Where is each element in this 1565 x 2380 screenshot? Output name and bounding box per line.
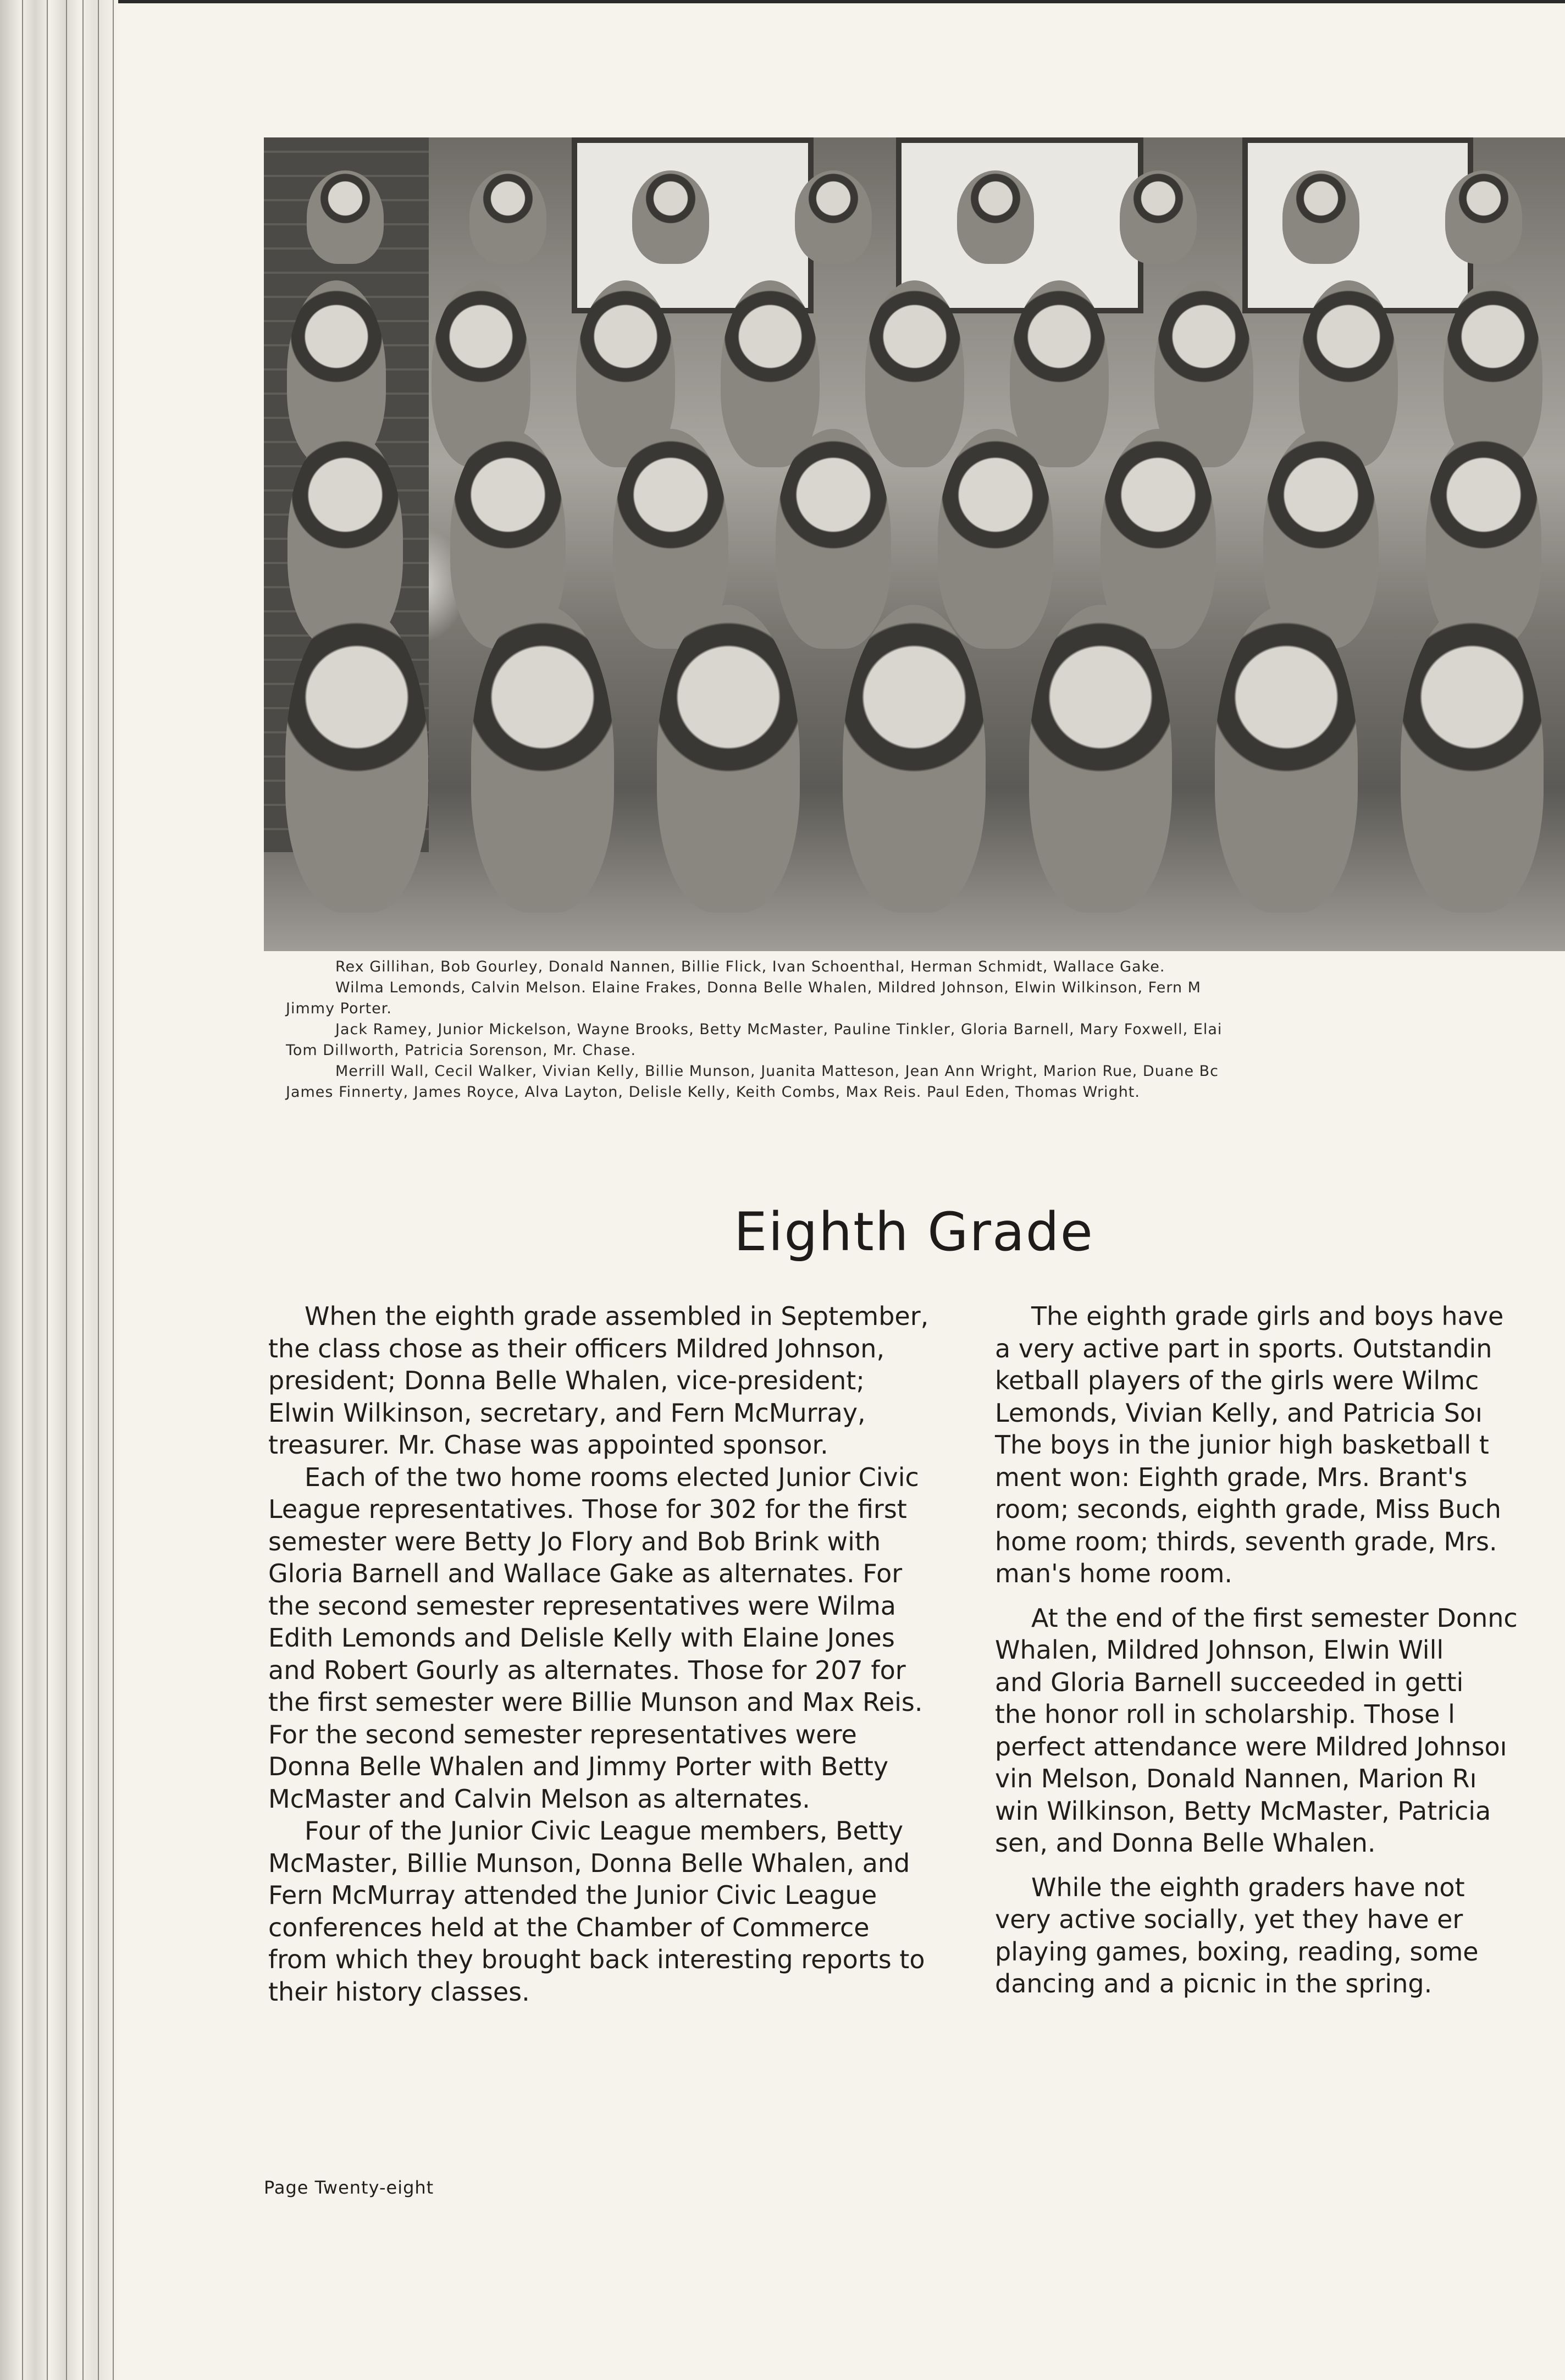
page-number: Page Twenty-eight	[264, 2177, 434, 2198]
caption-line: Wilma Lemonds, Calvin Melson. Elaine Frakes, Donna Belle Whalen, Mildred Johnson, Elwin Wilkinson, Fern M	[335, 979, 1201, 996]
text-line: playing games, boxing, reading, some	[995, 1936, 1479, 1967]
paragraph: When the eighth grade assembled in September, the class chose as their officers Mildred Johnson, president; Donna Belle Whalen, vice-president; Elwin Wilkinson, secretary, and Fern McMurray, treasurer. Mr. Chase was appointed sponsor.	[268, 1301, 929, 1460]
text-line: home room; thirds, seventh grade, Mrs.	[995, 1526, 1497, 1556]
page-title: Eighth Grade	[734, 1201, 1094, 1263]
text-line: and Gloria Barnell succeeded in getti	[995, 1667, 1464, 1697]
class-photo	[264, 137, 1565, 951]
text-line: room; seconds, eighth grade, Miss Buch	[995, 1494, 1501, 1524]
paragraph	[995, 1300, 1565, 1590]
text-line: sen, and Donna Belle Whalen.	[995, 1828, 1376, 1858]
text-line: vin Melson, Donald Nannen, Marion Rı	[995, 1764, 1477, 1793]
text-line: At the end of the first semester Donnc	[1031, 1603, 1518, 1633]
caption-line: Rex Gillihan, Bob Gourley, Donald Nannen, Billie Flick, Ivan Schoenthal, Herman Schmidt, Wallace Gake.	[335, 958, 1165, 975]
text-line: a very active part in sports. Outstandin	[995, 1333, 1492, 1363]
caption-line: Merrill Wall, Cecil Walker, Vivian Kelly, Billie Munson, Juanita Matteson, Jean Ann Wright, Marion Rue, Duane Bc	[335, 1063, 1219, 1080]
text-line: Lemonds, Vivian Kelly, and Patricia Soı	[995, 1398, 1483, 1428]
paragraph	[995, 1871, 1565, 2000]
caption-line: Jimmy Porter.	[286, 1000, 392, 1017]
text-line: The eighth grade girls and boys have	[1031, 1301, 1504, 1331]
photo-caption	[286, 957, 1565, 1103]
book-gutter	[0, 0, 118, 2380]
text-line: While the eighth graders have not	[1031, 1872, 1465, 1902]
text-line: The boys in the junior high basketball t	[995, 1430, 1489, 1460]
text-line: perfect attendance were Mildred Johnsoı	[995, 1731, 1507, 1761]
caption-line: Jack Ramey, Junior Mickelson, Wayne Brooks, Betty McMaster, Pauline Tinkler, Gloria Barnell, Mary Foxwell, Elai	[335, 1021, 1223, 1038]
text-line: ketball players of the girls were Wilmc	[995, 1366, 1479, 1395]
text-line: dancing and a picnic in the spring.	[995, 1969, 1433, 1998]
page-top-edge	[0, 0, 1565, 3]
text-line: the honor roll in scholarship. Those l	[995, 1699, 1455, 1729]
paragraph	[995, 1602, 1565, 1859]
text-line: win Wilkinson, Betty McMaster, Patricia	[995, 1796, 1491, 1826]
article-right-column	[995, 1300, 1565, 2012]
text-line: Whalen, Mildred Johnson, Elwin Will	[995, 1635, 1444, 1665]
article-left-column	[268, 1300, 933, 2008]
text-line: very active socially, yet they have er	[995, 1904, 1463, 1934]
caption-line: James Finnerty, James Royce, Alva Layton, Delisle Kelly, Keith Combs, Max Reis. Paul Eden, Thomas Wright.	[286, 1084, 1140, 1101]
text-line: man's home room.	[995, 1559, 1233, 1588]
paragraph: Each of the two home rooms elected Junior Civic League representatives. Those for 302 for the first semester were Betty Jo Flory and Bob Brink with Gloria Barnell and Wallace Gake as alternates. For the second semester representatives were Wilma Edith Lemonds and Delisle Kelly with Elaine Jones and Robert Gourly as alternates. Those for 207 for the first semester were Billie Munson and Max Reis. For the second semester representatives were Donna Belle Whalen and Jimmy Porter with Betty McMaster and Calvin Melson as alternates.	[268, 1462, 923, 1814]
text-line: ment won: Eighth grade, Mrs. Brant's	[995, 1462, 1468, 1492]
paragraph: Four of the Junior Civic League members, Betty McMaster, Billie Munson, Donna Belle Whalen, and Fern McMurray attended the Junior Civic League conferences held at the Chamber of Commerce from which they brought back interesting reports to their history classes.	[268, 1816, 925, 2007]
caption-line: Tom Dillworth, Patricia Sorenson, Mr. Chase.	[286, 1042, 637, 1059]
